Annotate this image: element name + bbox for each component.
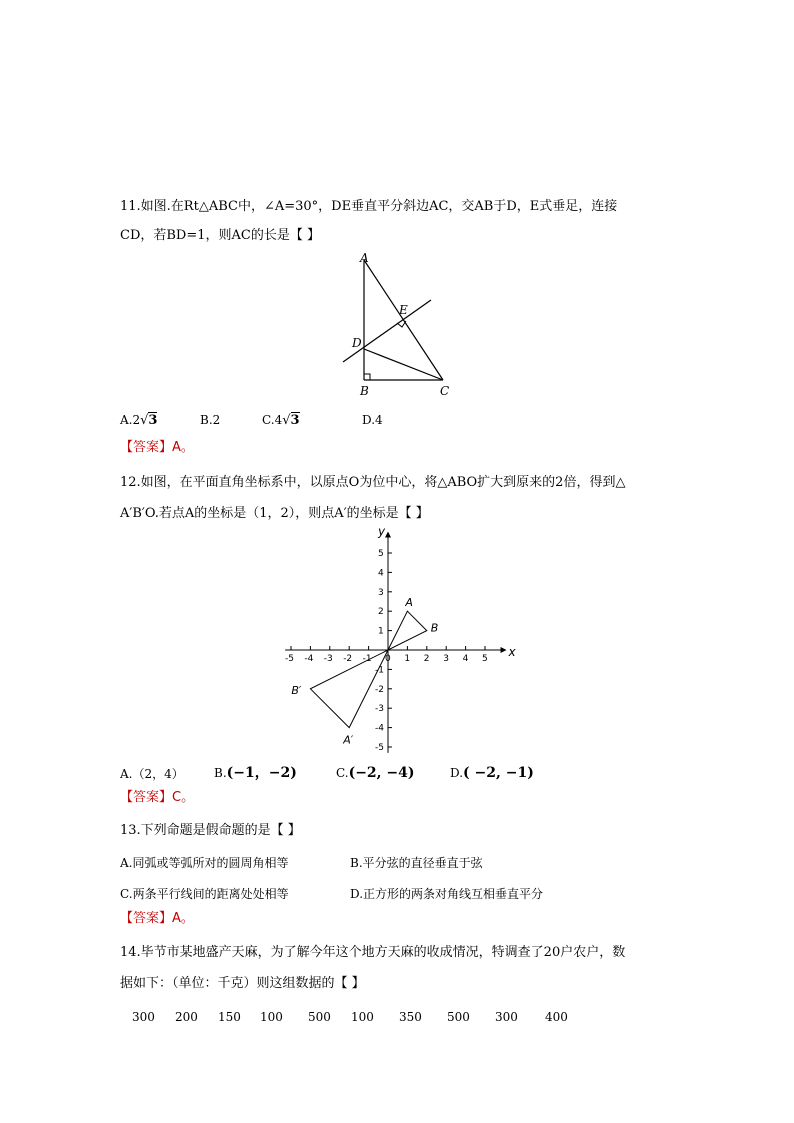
q14-data-value: 400 xyxy=(545,1010,568,1024)
q11-triangle-figure xyxy=(335,250,465,400)
x-tick-label: 2 xyxy=(423,654,430,664)
q14-data-value: 300 xyxy=(132,1010,155,1024)
y-tick-label: -1 xyxy=(375,665,384,676)
q11-option-b: B.2 xyxy=(200,413,221,427)
q11-option-d: D.4 xyxy=(362,413,383,427)
q14-stem-line1: 14.毕节市某地盛产天麻，为了解今年这个地方天麻的收成情况，特调查了20户农户，数 xyxy=(120,945,626,960)
q12-option-b: B.(−1，−2) xyxy=(214,765,297,781)
y-tick-label: 5 xyxy=(378,549,384,559)
y-tick-label: -5 xyxy=(375,743,384,753)
q14-data-value: 350 xyxy=(399,1010,422,1024)
q11-option-a: A.2√3 xyxy=(120,413,158,428)
q12-coordinate-figure xyxy=(280,524,516,753)
label-c: C xyxy=(440,384,450,398)
x-axis-arrow xyxy=(501,647,507,653)
y-tick-label: 4 xyxy=(378,568,384,579)
y-axis-arrow xyxy=(385,531,391,537)
q11-stem-line2: CD，若BD=1，则AC的长是【 】 xyxy=(120,228,320,243)
q14-data-value: 200 xyxy=(175,1010,198,1024)
q14-data-value: 500 xyxy=(447,1010,470,1024)
q12-stem-line1: 12.如图，在平面直角坐标系中，以原点O为位中心，将△ABO扩大到原来的2倍，得到△ xyxy=(120,475,626,490)
point-label-a: A xyxy=(405,596,413,610)
y-tick-label: -3 xyxy=(375,704,384,715)
y-tick-label: -4 xyxy=(375,723,384,734)
q14-data-value: 150 xyxy=(218,1010,241,1024)
q13-answer: 【答案】A。 xyxy=(120,911,194,926)
triangle-abo xyxy=(388,611,427,650)
x-tick-label: -2 xyxy=(343,654,353,664)
tick-labels xyxy=(285,524,517,753)
y-tick-label: 3 xyxy=(378,587,384,598)
q14-data-value: 100 xyxy=(351,1010,374,1024)
q12-option-a: A.（2，4） xyxy=(120,767,184,781)
q13-option-c: C.两条平行线间的距离处处相等 xyxy=(120,887,289,901)
q12-option-d: D.( −2, −1) xyxy=(450,765,534,781)
q13-option-a: A.同弧或等弧所对的圆周角相等 xyxy=(120,856,289,870)
x-tick-label: 5 xyxy=(482,654,488,664)
axes xyxy=(285,531,506,752)
x-tick-label: -4 xyxy=(304,654,314,664)
q14-data-value: 100 xyxy=(260,1010,283,1024)
segment-cd xyxy=(364,349,443,380)
x-tick-label: -3 xyxy=(323,654,333,664)
x-tick-label: 1 xyxy=(404,654,411,664)
q12-option-c: C.(−2, −4) xyxy=(336,765,415,781)
x-tick-label: 4 xyxy=(462,654,469,664)
y-axis-label: y xyxy=(378,524,386,539)
q13-option-d: D.正方形的两条对角线互相垂直平分 xyxy=(350,887,544,901)
q11-answer: 【答案】A。 xyxy=(120,440,194,455)
x-axis-label: x xyxy=(508,645,516,659)
x-tick-label: -1 xyxy=(362,654,372,664)
perpendicular-bisector-de xyxy=(343,300,431,362)
point-label-b: B xyxy=(430,621,439,635)
q11-option-c: C.4√3 xyxy=(262,413,300,428)
q12-stem-line2: A′B′O.若点A的坐标是（1，2），则点A′的坐标是【 】 xyxy=(120,506,429,521)
y-tick-label: 1 xyxy=(378,626,384,637)
label-d: D xyxy=(352,336,362,350)
q12-answer: 【答案】C。 xyxy=(120,790,195,805)
y-tick-label: -2 xyxy=(375,684,384,695)
point-label-b-prime: B′ xyxy=(291,683,302,697)
q13-stem: 13.下列命题是假命题的是【 】 xyxy=(120,823,301,838)
q13-option-b: B.平分弦的直径垂直于弦 xyxy=(350,856,483,870)
x-tick-label: 3 xyxy=(443,654,449,664)
q11-stem-line1: 11.如图.在Rt△ABC中，∠A=30°，DE垂直平分斜边AC，交AB于D，E式垂足，连接 xyxy=(120,199,618,214)
q14-data-value: 500 xyxy=(308,1010,331,1024)
y-tick-label: 2 xyxy=(378,607,384,618)
q14-data-row xyxy=(120,1010,600,1026)
label-a: A xyxy=(360,251,369,265)
label-b: B xyxy=(360,384,369,398)
point-label-a-prime: A′ xyxy=(343,733,354,747)
right-angle-mark-b xyxy=(364,374,370,380)
q14-data-value: 300 xyxy=(495,1010,518,1024)
x-tick-label: -5 xyxy=(285,654,294,664)
x-tick-label: 0 xyxy=(385,654,391,664)
label-e: E xyxy=(399,303,408,317)
q14-stem-line2: 据如下：（单位：千克）则这组数据的【 】 xyxy=(120,976,365,991)
triangles xyxy=(291,596,438,746)
